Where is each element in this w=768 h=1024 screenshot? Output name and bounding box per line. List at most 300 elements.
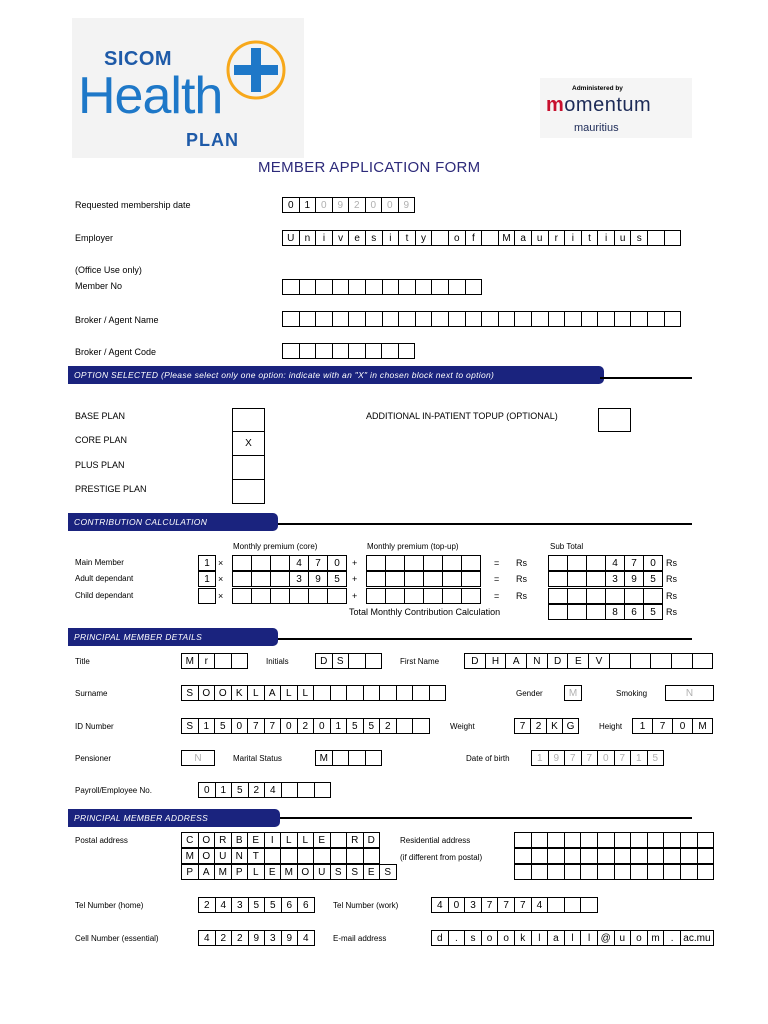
email-input-cell[interactable]: l — [581, 930, 598, 946]
main-member-topup-cell[interactable] — [386, 555, 405, 571]
first-name-input-cell[interactable] — [631, 653, 652, 669]
email-input[interactable] — [431, 930, 714, 946]
adult-dependant-topup-cell[interactable] — [424, 571, 443, 587]
weight-input[interactable] — [514, 718, 579, 734]
main-member-subtotal-cell[interactable]: 4 — [606, 555, 625, 571]
residential-address-line-2-cell[interactable] — [581, 848, 598, 864]
child-dependant-core-cell[interactable] — [271, 588, 290, 604]
residential-address-line-3-cell[interactable] — [631, 864, 648, 880]
main-member-subtotal-cell[interactable]: 7 — [625, 555, 644, 571]
employer-input-cell[interactable]: t — [399, 230, 416, 246]
dob-input-cell[interactable]: 5 — [648, 750, 665, 766]
title-input-cell[interactable]: M — [182, 653, 199, 669]
broker-name-input-cell[interactable] — [333, 311, 350, 327]
pensioner-input-cell[interactable]: N — [182, 750, 215, 766]
employer-input-cell[interactable]: i — [383, 230, 400, 246]
broker-code-input[interactable] — [282, 343, 415, 359]
total-contribution-value-cell[interactable] — [568, 604, 587, 620]
broker-name-input-cell[interactable] — [316, 311, 333, 327]
gender-input-cell[interactable]: M — [565, 685, 582, 701]
employer-input-cell[interactable]: s — [366, 230, 383, 246]
residential-address-line-2-cell[interactable] — [648, 848, 665, 864]
member-no-input[interactable] — [282, 279, 482, 295]
membership-date-input-cell[interactable]: 9 — [333, 197, 350, 213]
residential-address-line-3-cell[interactable] — [581, 864, 598, 880]
adult-dependant-count-cell[interactable]: 1 — [199, 571, 216, 587]
postal-address-line-2-cell[interactable]: M — [182, 848, 199, 864]
first-name-input-cell[interactable] — [693, 653, 714, 669]
broker-name-input-cell[interactable] — [432, 311, 449, 327]
postal-address-line-1-cell[interactable]: R — [215, 832, 232, 848]
surname-input[interactable] — [181, 685, 446, 701]
member-no-input-cell[interactable] — [432, 279, 449, 295]
adult-dependant-core-cell[interactable] — [271, 571, 290, 587]
main-member-topup[interactable] — [366, 555, 481, 571]
id-number-input-cell[interactable]: 0 — [281, 718, 298, 734]
id-number-input-cell[interactable]: 1 — [331, 718, 348, 734]
residential-address-line-1-cell[interactable] — [565, 832, 582, 848]
initials-input-cell[interactable]: D — [316, 653, 333, 669]
first-name-input-cell[interactable] — [610, 653, 631, 669]
broker-name-input[interactable] — [282, 311, 681, 327]
residential-address-line-2-cell[interactable] — [515, 848, 532, 864]
residential-address-line-3-cell[interactable] — [548, 864, 565, 880]
membership-date-input-cell[interactable]: 2 — [349, 197, 366, 213]
payroll-input-cell[interactable]: 4 — [265, 782, 282, 798]
employer-input-cell[interactable]: u — [615, 230, 632, 246]
surname-input-cell[interactable]: L — [281, 685, 298, 701]
id-number-input-cell[interactable]: 2 — [298, 718, 315, 734]
email-input-cell[interactable]: l — [565, 930, 582, 946]
postal-address-line-1-cell[interactable]: I — [265, 832, 282, 848]
dob-input-cell[interactable]: 1 — [532, 750, 549, 766]
title-input-cell[interactable] — [215, 653, 232, 669]
first-name-input-cell[interactable]: A — [506, 653, 527, 669]
child-dependant-core-cell[interactable] — [252, 588, 271, 604]
postal-address-line-3-cell[interactable]: S — [331, 864, 348, 880]
tel-home-input-cell[interactable]: 4 — [216, 897, 233, 913]
residential-address-line-1-cell[interactable] — [664, 832, 681, 848]
cell-number-input-cell[interactable]: 4 — [298, 930, 315, 946]
child-dependant-subtotal-cell[interactable] — [549, 588, 568, 604]
employer-input-cell[interactable] — [482, 230, 499, 246]
child-dependant-topup-cell[interactable] — [386, 588, 405, 604]
postal-address-line-1-cell[interactable]: L — [298, 832, 315, 848]
child-dependant-topup[interactable] — [366, 588, 481, 604]
main-member-core-cell[interactable] — [252, 555, 271, 571]
height-input-cell[interactable]: 0 — [673, 718, 693, 734]
member-no-input-cell[interactable] — [416, 279, 433, 295]
main-member-topup-cell[interactable] — [443, 555, 462, 571]
initials-input-cell[interactable]: S — [333, 653, 350, 669]
child-dependant-topup-cell[interactable] — [424, 588, 443, 604]
height-input-cell[interactable]: 1 — [633, 718, 653, 734]
tel-work-input-cell[interactable]: 3 — [465, 897, 482, 913]
broker-name-input-cell[interactable] — [416, 311, 433, 327]
residential-address-line-2[interactable] — [514, 848, 714, 864]
broker-name-input-cell[interactable] — [366, 311, 383, 327]
adult-dependant-core-cell[interactable]: 9 — [309, 571, 328, 587]
tel-work-input-cell[interactable] — [548, 897, 565, 913]
tel-work-input-cell[interactable]: 4 — [532, 897, 549, 913]
main-member-count[interactable] — [198, 555, 216, 571]
residential-address-line-3-cell[interactable] — [648, 864, 665, 880]
main-member-topup-cell[interactable] — [462, 555, 481, 571]
postal-address-line-2-cell[interactable] — [364, 848, 381, 864]
adult-dependant-topup-cell[interactable] — [386, 571, 405, 587]
postal-address-line-3-cell[interactable]: O — [298, 864, 315, 880]
id-number-input-cell[interactable]: 7 — [248, 718, 265, 734]
id-number-input-cell[interactable]: 0 — [232, 718, 249, 734]
height-input-cell[interactable]: M — [693, 718, 713, 734]
tel-home-input-cell[interactable]: 6 — [282, 897, 299, 913]
email-input-cell[interactable]: o — [498, 930, 515, 946]
initials-input-cell[interactable] — [366, 653, 383, 669]
member-no-input-cell[interactable] — [333, 279, 350, 295]
residential-address-line-3-cell[interactable] — [598, 864, 615, 880]
title-input-cell[interactable]: r — [199, 653, 216, 669]
main-member-subtotal-cell[interactable]: 0 — [644, 555, 663, 571]
postal-address-line-3-cell[interactable]: A — [199, 864, 216, 880]
residential-address-line-2-cell[interactable] — [698, 848, 715, 864]
surname-input-cell[interactable]: A — [265, 685, 282, 701]
payroll-input-cell[interactable]: 0 — [199, 782, 216, 798]
broker-name-input-cell[interactable] — [615, 311, 632, 327]
height-input-cell[interactable]: 7 — [653, 718, 673, 734]
broker-name-input-cell[interactable] — [665, 311, 682, 327]
child-dependant-topup-cell[interactable] — [462, 588, 481, 604]
postal-address-line-2-cell[interactable] — [331, 848, 348, 864]
residential-address-line-2-cell[interactable] — [598, 848, 615, 864]
weight-input-cell[interactable]: G — [563, 718, 579, 734]
email-input-cell[interactable]: . — [449, 930, 466, 946]
broker-code-input-cell[interactable] — [349, 343, 366, 359]
employer-input-cell[interactable] — [648, 230, 665, 246]
child-dependant-core-cell[interactable] — [290, 588, 309, 604]
broker-name-input-cell[interactable] — [582, 311, 599, 327]
option-plus-checkbox[interactable] — [232, 456, 265, 480]
member-no-input-cell[interactable] — [349, 279, 366, 295]
child-dependant-subtotal-cell[interactable] — [568, 588, 587, 604]
employer-input-cell[interactable]: v — [333, 230, 350, 246]
adult-dependant-count[interactable] — [198, 571, 216, 587]
surname-input-cell[interactable]: L — [298, 685, 315, 701]
adult-dependant-core-cell[interactable] — [233, 571, 252, 587]
weight-input-cell[interactable]: 2 — [531, 718, 547, 734]
postal-address-line-2-cell[interactable]: T — [248, 848, 265, 864]
child-dependant-topup-cell[interactable] — [443, 588, 462, 604]
id-number-input-cell[interactable]: 1 — [199, 718, 216, 734]
child-dependant-count-cell[interactable] — [199, 588, 216, 604]
adult-dependant-subtotal-cell[interactable] — [549, 571, 568, 587]
employer-input[interactable] — [282, 230, 681, 246]
cell-number-input-cell[interactable]: 9 — [282, 930, 299, 946]
child-dependant-core-cell[interactable] — [328, 588, 347, 604]
child-dependant-topup-cell[interactable] — [367, 588, 386, 604]
residential-address-line-1-cell[interactable] — [532, 832, 549, 848]
dob-input-cell[interactable]: 1 — [631, 750, 648, 766]
child-dependant-core[interactable] — [232, 588, 347, 604]
surname-input-cell[interactable]: O — [215, 685, 232, 701]
email-input-cell[interactable]: a — [548, 930, 565, 946]
postal-address-line-1-cell[interactable]: O — [199, 832, 216, 848]
surname-input-cell[interactable]: S — [182, 685, 199, 701]
child-dependant-subtotal-cell[interactable] — [606, 588, 625, 604]
postal-address-line-1-cell[interactable]: L — [281, 832, 298, 848]
member-no-input-cell[interactable] — [466, 279, 483, 295]
postal-address-line-2[interactable] — [181, 848, 380, 864]
id-number-input-cell[interactable]: 2 — [380, 718, 397, 734]
postal-address-line-1-cell[interactable]: E — [248, 832, 265, 848]
main-member-core[interactable] — [232, 555, 347, 571]
broker-name-input-cell[interactable] — [631, 311, 648, 327]
postal-address-line-3-cell[interactable]: L — [248, 864, 265, 880]
payroll-input-cell[interactable]: 5 — [232, 782, 249, 798]
employer-input-cell[interactable]: r — [549, 230, 566, 246]
tel-work-input-cell[interactable]: 0 — [449, 897, 466, 913]
postal-address-line-2-cell[interactable]: U — [215, 848, 232, 864]
residential-address-line-2-cell[interactable] — [615, 848, 632, 864]
residential-address-line-2-cell[interactable] — [664, 848, 681, 864]
marital-status-input-cell[interactable]: M — [316, 750, 333, 766]
postal-address-line-2-cell[interactable] — [265, 848, 282, 864]
employer-input-cell[interactable] — [665, 230, 682, 246]
tel-work-input-cell[interactable]: 7 — [515, 897, 532, 913]
email-input-cell[interactable]: s — [465, 930, 482, 946]
total-contribution-value[interactable] — [548, 604, 663, 620]
employer-input-cell[interactable]: a — [515, 230, 532, 246]
residential-address-line-1-cell[interactable] — [548, 832, 565, 848]
residential-address-line-1-cell[interactable] — [698, 832, 715, 848]
tel-home-input-cell[interactable]: 6 — [298, 897, 315, 913]
broker-code-input-cell[interactable] — [399, 343, 416, 359]
payroll-input-cell[interactable] — [315, 782, 332, 798]
adult-dependant-subtotal-cell[interactable] — [587, 571, 606, 587]
adult-dependant-topup-cell[interactable] — [367, 571, 386, 587]
initials-input[interactable] — [315, 653, 382, 669]
email-input-cell[interactable]: . — [664, 930, 681, 946]
adult-dependant-subtotal-cell[interactable]: 5 — [644, 571, 663, 587]
postal-address-line-1-cell[interactable]: D — [364, 832, 381, 848]
broker-name-input-cell[interactable] — [499, 311, 516, 327]
broker-name-input-cell[interactable] — [383, 311, 400, 327]
email-input-cell[interactable]: d — [432, 930, 449, 946]
marital-status-input-cell[interactable] — [366, 750, 383, 766]
residential-address-line-2-cell[interactable] — [532, 848, 549, 864]
broker-code-input-cell[interactable] — [283, 343, 300, 359]
surname-input-cell[interactable] — [413, 685, 430, 701]
residential-address-line-1-cell[interactable] — [598, 832, 615, 848]
tel-home-input-cell[interactable]: 5 — [249, 897, 266, 913]
member-no-input-cell[interactable] — [449, 279, 466, 295]
postal-address-line-1-cell[interactable]: R — [347, 832, 364, 848]
id-number-input-cell[interactable]: 0 — [314, 718, 331, 734]
first-name-input-cell[interactable]: E — [568, 653, 589, 669]
broker-code-input-cell[interactable] — [300, 343, 317, 359]
postal-address-line-1-cell[interactable] — [331, 832, 348, 848]
adult-dependant-subtotal-cell[interactable]: 9 — [625, 571, 644, 587]
tel-work-input-cell[interactable]: 7 — [482, 897, 499, 913]
residential-address-line-2-cell[interactable] — [548, 848, 565, 864]
dob-input[interactable] — [531, 750, 664, 766]
title-input-cell[interactable] — [232, 653, 249, 669]
cell-number-input-cell[interactable]: 9 — [249, 930, 266, 946]
employer-input-cell[interactable]: M — [499, 230, 516, 246]
option-prestige-checkbox[interactable] — [232, 480, 265, 504]
cell-number-input[interactable] — [198, 930, 315, 946]
member-no-input-cell[interactable] — [316, 279, 333, 295]
main-member-count-cell[interactable]: 1 — [199, 555, 216, 571]
employer-input-cell[interactable]: i — [565, 230, 582, 246]
residential-address-line-1-cell[interactable] — [681, 832, 698, 848]
main-member-core-cell[interactable]: 4 — [290, 555, 309, 571]
dob-input-cell[interactable]: 7 — [615, 750, 632, 766]
residential-address-line-3-cell[interactable] — [615, 864, 632, 880]
postal-address-line-1[interactable] — [181, 832, 380, 848]
surname-input-cell[interactable] — [397, 685, 414, 701]
broker-code-input-cell[interactable] — [316, 343, 333, 359]
main-member-topup-cell[interactable] — [405, 555, 424, 571]
surname-input-cell[interactable] — [331, 685, 348, 701]
residential-address-line-3-cell[interactable] — [565, 864, 582, 880]
broker-name-input-cell[interactable] — [532, 311, 549, 327]
total-contribution-value-cell[interactable]: 6 — [625, 604, 644, 620]
smoking-input-cell[interactable]: N — [666, 685, 714, 701]
total-contribution-value-cell[interactable]: 5 — [644, 604, 663, 620]
member-no-input-cell[interactable] — [300, 279, 317, 295]
marital-status-input-cell[interactable] — [333, 750, 350, 766]
adult-dependant-subtotal-cell[interactable] — [568, 571, 587, 587]
main-member-subtotal-cell[interactable] — [549, 555, 568, 571]
dob-input-cell[interactable]: 0 — [598, 750, 615, 766]
tel-work-input-cell[interactable] — [581, 897, 598, 913]
cell-number-input-cell[interactable]: 3 — [265, 930, 282, 946]
broker-code-input-cell[interactable] — [382, 343, 399, 359]
option-base-checkbox[interactable] — [232, 408, 265, 432]
membership-date-input-cell[interactable]: 0 — [382, 197, 399, 213]
adult-dependant-core-cell[interactable] — [252, 571, 271, 587]
employer-input-cell[interactable]: s — [631, 230, 648, 246]
residential-address-line-2-cell[interactable] — [681, 848, 698, 864]
residential-address-line-1[interactable] — [514, 832, 714, 848]
surname-input-cell[interactable]: O — [199, 685, 216, 701]
membership-date-input-cell[interactable]: 1 — [300, 197, 317, 213]
child-dependant-subtotal-cell[interactable] — [587, 588, 606, 604]
employer-input-cell[interactable]: e — [349, 230, 366, 246]
postal-address-line-3[interactable] — [181, 864, 397, 880]
payroll-input-cell[interactable]: 1 — [216, 782, 233, 798]
residential-address-line-3-cell[interactable] — [698, 864, 715, 880]
main-member-subtotal-cell[interactable] — [587, 555, 606, 571]
broker-name-input-cell[interactable] — [349, 311, 366, 327]
child-dependant-count[interactable] — [198, 588, 216, 604]
member-no-input-cell[interactable] — [399, 279, 416, 295]
postal-address-line-3-cell[interactable]: S — [347, 864, 364, 880]
broker-name-input-cell[interactable] — [482, 311, 499, 327]
main-member-subtotal[interactable] — [548, 555, 663, 571]
child-dependant-subtotal-cell[interactable] — [625, 588, 644, 604]
residential-address-line-2-cell[interactable] — [631, 848, 648, 864]
total-contribution-value-cell[interactable]: 8 — [606, 604, 625, 620]
residential-address-line-1-cell[interactable] — [515, 832, 532, 848]
tel-work-input-cell[interactable] — [565, 897, 582, 913]
tel-home-input-cell[interactable]: 3 — [232, 897, 249, 913]
postal-address-line-1-cell[interactable]: C — [182, 832, 199, 848]
first-name-input-cell[interactable]: V — [589, 653, 610, 669]
residential-address-line-1-cell[interactable] — [648, 832, 665, 848]
id-number-input-cell[interactable] — [413, 718, 430, 734]
payroll-input-cell[interactable] — [298, 782, 315, 798]
postal-address-line-2-cell[interactable]: N — [232, 848, 249, 864]
postal-address-line-3-cell[interactable]: U — [314, 864, 331, 880]
member-no-input-cell[interactable] — [366, 279, 383, 295]
residential-address-line-3-cell[interactable] — [515, 864, 532, 880]
broker-name-input-cell[interactable] — [466, 311, 483, 327]
adult-dependant-topup-cell[interactable] — [462, 571, 481, 587]
adult-dependant-topup[interactable] — [366, 571, 481, 587]
id-number-input-cell[interactable]: 5 — [347, 718, 364, 734]
main-member-core-cell[interactable]: 7 — [309, 555, 328, 571]
email-input-cell[interactable]: ac.mu — [681, 930, 714, 946]
postal-address-line-2-cell[interactable] — [281, 848, 298, 864]
postal-address-line-2-cell[interactable]: O — [199, 848, 216, 864]
membership-date-input-cell[interactable]: 9 — [399, 197, 416, 213]
weight-input-cell[interactable]: 7 — [515, 718, 531, 734]
email-input-cell[interactable]: m — [648, 930, 665, 946]
email-input-cell[interactable]: o — [631, 930, 648, 946]
surname-input-cell[interactable]: L — [248, 685, 265, 701]
main-member-core-cell[interactable] — [233, 555, 252, 571]
adult-dependant-core[interactable] — [232, 571, 347, 587]
residential-address-line-1-cell[interactable] — [581, 832, 598, 848]
main-member-subtotal-cell[interactable] — [568, 555, 587, 571]
residential-address-line-3-cell[interactable] — [532, 864, 549, 880]
broker-name-input-cell[interactable] — [598, 311, 615, 327]
tel-work-input[interactable] — [431, 897, 598, 913]
gender-input[interactable] — [564, 685, 582, 701]
member-no-input-cell[interactable] — [283, 279, 300, 295]
adult-dependant-topup-cell[interactable] — [405, 571, 424, 587]
email-input-cell[interactable]: l — [532, 930, 549, 946]
postal-address-line-1-cell[interactable]: E — [314, 832, 331, 848]
topup-checkbox[interactable] — [598, 408, 631, 432]
member-no-input-cell[interactable] — [383, 279, 400, 295]
child-dependant-core-cell[interactable] — [309, 588, 328, 604]
postal-address-line-2-cell[interactable] — [347, 848, 364, 864]
email-input-cell[interactable]: u — [615, 930, 632, 946]
dob-input-cell[interactable]: 9 — [549, 750, 566, 766]
email-input-cell[interactable]: o — [482, 930, 499, 946]
broker-name-input-cell[interactable] — [300, 311, 317, 327]
surname-input-cell[interactable] — [314, 685, 331, 701]
email-input-cell[interactable]: k — [515, 930, 532, 946]
tel-home-input-cell[interactable]: 2 — [199, 897, 216, 913]
broker-name-input-cell[interactable] — [565, 311, 582, 327]
title-input[interactable] — [181, 653, 248, 669]
id-number-input-cell[interactable]: 5 — [364, 718, 381, 734]
residential-address-line-3-cell[interactable] — [664, 864, 681, 880]
dob-input-cell[interactable]: 7 — [565, 750, 582, 766]
first-name-input-cell[interactable]: N — [527, 653, 548, 669]
postal-address-line-3-cell[interactable]: E — [265, 864, 282, 880]
id-number-input-cell[interactable] — [397, 718, 414, 734]
postal-address-line-3-cell[interactable]: P — [182, 864, 199, 880]
residential-address-line-1-cell[interactable] — [615, 832, 632, 848]
postal-address-line-2-cell[interactable] — [314, 848, 331, 864]
adult-dependant-topup-cell[interactable] — [443, 571, 462, 587]
child-dependant-subtotal[interactable] — [548, 588, 663, 604]
broker-code-input-cell[interactable] — [366, 343, 383, 359]
